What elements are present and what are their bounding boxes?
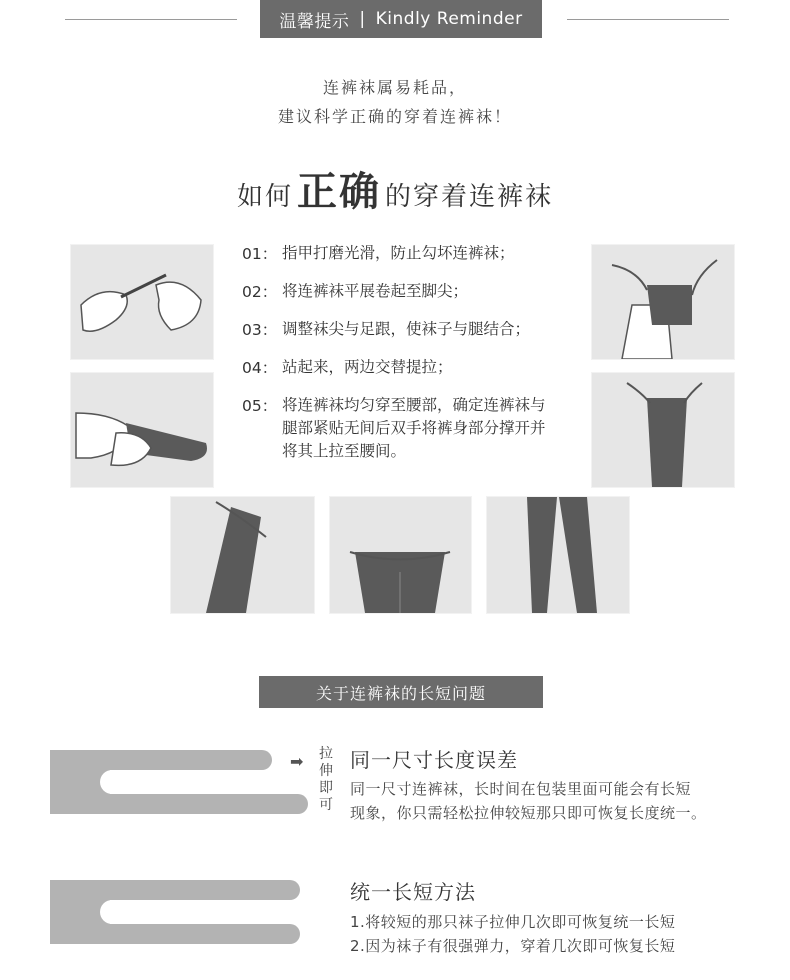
heading-post: 的穿着连裤袜 bbox=[385, 182, 554, 212]
step-item bbox=[242, 318, 530, 341]
banner-title-cn: 温馨提示 bbox=[279, 11, 350, 32]
stretch-text-line-2: 现象，你只需轻松拉伸较短那只即可恢复长度统一。 bbox=[350, 804, 707, 822]
notice-line-1: 连裤袜属易耗品， bbox=[322, 78, 467, 97]
step-text: 指甲打磨光滑，防止勾坏连裤袜； bbox=[282, 244, 515, 262]
step-text: 调整袜尖与足跟，使袜子与腿结合； bbox=[282, 320, 531, 338]
method-text-line-2: 2.因为袜子有很强弹力，穿着几次即可恢复长短 bbox=[350, 937, 676, 955]
vertical-char: 伸 bbox=[319, 763, 333, 779]
pulling-to-waist-illustration bbox=[330, 497, 471, 613]
header-left-line bbox=[65, 19, 237, 20]
rolling-stocking-illustration bbox=[71, 373, 213, 487]
step-photo-nails bbox=[70, 244, 214, 360]
finished-legs-illustration bbox=[487, 497, 629, 613]
step-number: 01： bbox=[242, 245, 278, 263]
length-issue-banner: 关于连裤袜的长短问题 bbox=[259, 676, 543, 708]
stretch-title: 同一尺寸长度误差 bbox=[350, 748, 518, 772]
step-photo-pull-up-leg bbox=[591, 372, 735, 488]
hands-filing-nails-illustration bbox=[71, 245, 213, 359]
step-text: 将连裤袜均匀穿至腰部，确定连裤袜与腿部紧贴无间后双手将裤身部分撑开并将其上拉至腰间。 bbox=[282, 396, 546, 460]
stretch-text-line-1: 同一尺寸连裤袜，长时间在包装里面可能会有长短 bbox=[350, 780, 692, 798]
step-item bbox=[242, 280, 468, 303]
banner-title-en: Kindly Reminder bbox=[375, 9, 523, 29]
step-number: 05： bbox=[242, 397, 278, 415]
step-photo-waist bbox=[329, 496, 472, 614]
step-photo-finished bbox=[486, 496, 630, 614]
uneven-length-graphic bbox=[50, 750, 308, 814]
notice-line-2: 建议科学正确的穿着连裤袜！ bbox=[277, 107, 512, 126]
pulling-to-thigh-illustration bbox=[592, 245, 734, 359]
step-photo-pull-up-thigh bbox=[591, 244, 735, 360]
header-right-line bbox=[567, 19, 729, 20]
step-photo-adjust bbox=[170, 496, 315, 614]
step-text: 将连裤袜平展卷起至脚尖； bbox=[282, 282, 469, 300]
page-heading bbox=[0, 160, 790, 217]
method-title: 统一长短方法 bbox=[350, 880, 476, 904]
adjusting-waist-illustration bbox=[171, 497, 314, 613]
step-number: 03： bbox=[242, 321, 278, 339]
step-text: 站起来，两边交替提拉； bbox=[282, 358, 453, 376]
step-photo-rolling bbox=[70, 372, 214, 488]
vertical-char: 拉 bbox=[319, 746, 333, 762]
heading-emphasis: 正确 bbox=[297, 169, 381, 215]
step-item bbox=[242, 394, 554, 463]
method-text-line-1: 1.将较短的那只袜子拉伸几次即可恢复统一长短 bbox=[350, 913, 676, 931]
arrow-right-icon: ➡ bbox=[290, 752, 304, 771]
vertical-char: 可 bbox=[319, 797, 333, 813]
step-item bbox=[242, 242, 515, 265]
step-number: 02： bbox=[242, 283, 278, 301]
stretch-vertical-label bbox=[318, 746, 334, 814]
banner-separator: | bbox=[359, 9, 366, 29]
vertical-char: 即 bbox=[319, 780, 333, 796]
step-number: 04： bbox=[242, 359, 278, 377]
unified-length-graphic bbox=[50, 880, 308, 944]
pulling-up-leg-illustration bbox=[592, 373, 734, 487]
kindly-reminder-banner bbox=[260, 0, 542, 38]
heading-pre: 如何 bbox=[236, 182, 293, 212]
step-item bbox=[242, 356, 453, 379]
